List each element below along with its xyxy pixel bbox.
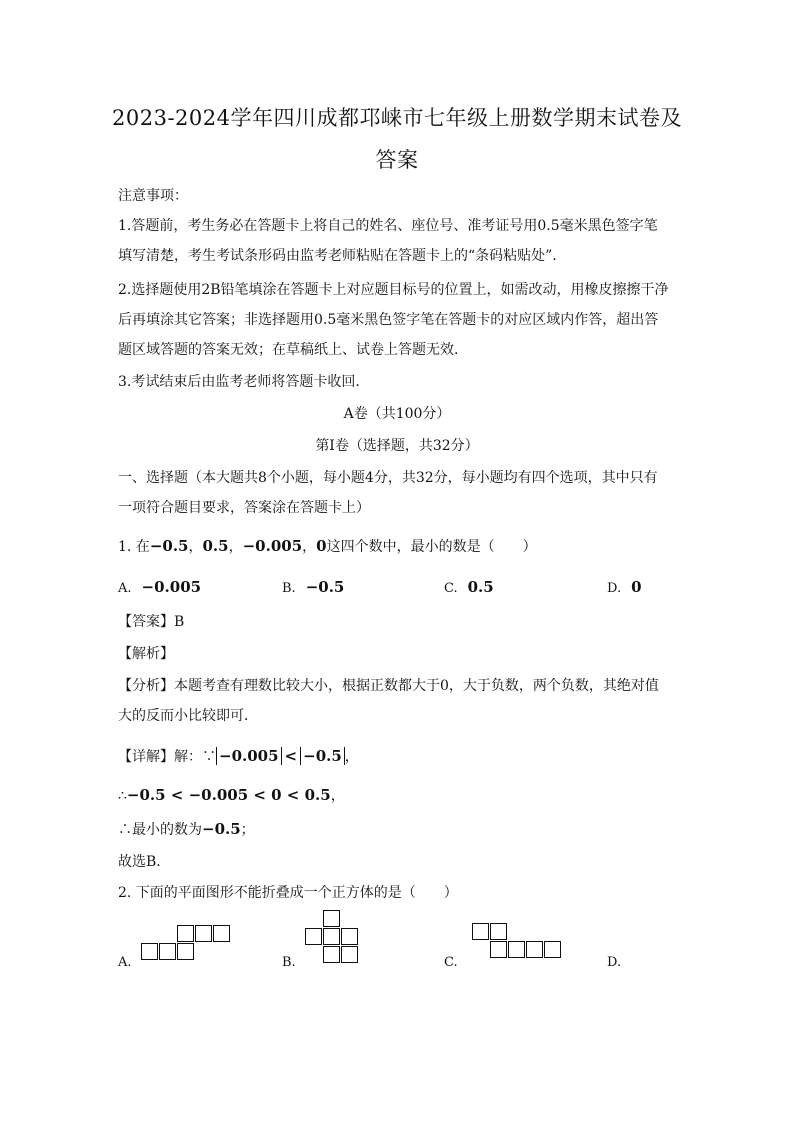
q1-detail-lt: < [284,747,298,765]
q1-therefore-1-suffix: ， [330,788,345,804]
q1-detail-abs-2: −0.5 [300,747,345,765]
net-square [213,925,230,942]
q2-option-c-cube-net-figure [472,923,564,960]
note-2-line2: 后再填涂其它答案；非选择题用0.5毫米黑色签字笔在答题卡的对应区域内作答，超出答 [118,312,659,328]
net-square [323,946,340,963]
net-square [195,925,212,942]
question-1-stem [118,536,537,557]
q1-option-b-label: B. [282,581,296,596]
net-square [323,928,340,945]
q1-detail-suffix: ， [344,749,359,765]
q1-option-b [282,577,344,599]
q1-option-d [607,577,642,599]
q1-option-a [118,577,201,599]
q1-therefore-2-math: −0.5 [202,820,241,838]
q1-therefore-2-prefix: ∴最小的数为 [118,822,202,838]
q1-therefore-2-suffix: ； [240,822,255,838]
q1-prefix: 1. 在 [118,539,150,555]
note-1-line2: 填写清楚，考生考试条形码由监考老师粘贴在答题卡上的“条码粘贴处”． [118,248,567,264]
net-square [305,928,322,945]
q1-sep-2: ， [228,539,243,555]
q1-suffix: 这四个数中，最小的数是（ ） [326,539,537,555]
net-square [141,943,158,960]
q1-analysis-heading: 【解析】 [118,646,174,662]
q1-number-1: −0.5 [149,537,189,555]
q1-therefore-1-symbol: ∴ [118,788,127,804]
q1-answer: 【答案】B [118,614,185,630]
q1-detail-abs-1: −0.005 [216,747,282,765]
notes-heading: 注意事项： [118,188,188,204]
net-square [526,941,543,958]
q1-option-c [444,577,494,599]
q1-therefore-2 [118,819,255,840]
net-square [508,941,525,958]
net-square [490,923,507,940]
q1-option-d-value: 0 [631,578,642,596]
q1-option-c-label: C. [444,581,458,596]
q1-sep-3: ， [302,539,317,555]
q1-therefore-1-math: −0.5 < −0.005 < 0 < 0.5 [126,786,331,804]
q1-analysis-line2: 大的反而小比较即可． [118,708,258,724]
net-square [159,943,176,960]
q2-option-d-label: D. [607,955,622,970]
q2-option-b-label: B. [282,955,296,970]
part-a-heading: A卷（共100分） [343,406,451,422]
question-2-stem: 2. 下面的平面图形不能折叠成一个正方体的是（ ） [118,885,458,901]
note-2-line3: 题区域答题的答案无效；在草稿纸上、试卷上答题无效. [118,342,459,358]
section-instructions-line2: 一项符合题目要求，答案涂在答题卡上） [118,500,370,516]
net-square [544,941,561,958]
net-square [323,910,340,927]
q1-option-c-value: 0.5 [467,578,494,596]
q1-option-a-label: A. [118,581,132,596]
volume-1-heading: 第Ⅰ卷（选择题，共32分） [315,438,479,454]
note-3-line1: 3.考试结束后由监考老师将答题卡收回. [118,374,360,390]
net-square [490,941,507,958]
net-square [177,925,194,942]
q1-number-2: 0.5 [202,537,229,555]
section-instructions-line1: 一、选择题（本大题共8个小题，每小题4分，共32分，每小题均有四个选项，其中只有 [118,470,658,486]
q2-option-c-label: C. [444,955,458,970]
q1-sep-1: ， [188,539,203,555]
net-square [341,928,358,945]
net-square [472,923,489,940]
net-square [341,946,358,963]
q2-option-a-cube-net-figure [141,925,233,962]
q1-number-3: −0.005 [242,537,303,555]
q1-option-d-label: D. [607,581,622,596]
note-2-line1: 2.选择题使用2B铅笔填涂在答题卡上对应题目标号的位置上，如需改动，用橡皮擦擦干净 [118,282,669,298]
note-1-line1: 1.答题前，考生务必在答题卡上将自己的姓名、座位号、准考证号用0.5毫米黑色签字笔 [118,218,658,234]
q2-option-b-cube-net-figure [305,910,361,966]
q1-detail-prefix: 【详解】解：∵ [118,749,216,765]
q1-conclusion: 故选B． [118,854,171,870]
q1-detail-line [118,746,359,767]
q1-option-b-value: −0.5 [305,578,345,596]
document-title-line1: 2023-2024学年四川成都邛崃市七年级上册数学期末试卷及 [112,106,682,130]
q1-therefore-1 [118,785,345,806]
q1-number-4: 0 [316,537,327,555]
q2-option-a-label: A. [118,955,132,970]
net-square [177,943,194,960]
q1-analysis-line1: 【分析】本题考查有理数比较大小，根据正数都大于0，大于负数，两个负数，其绝对值 [118,678,659,694]
q1-option-a-value: −0.005 [141,578,202,596]
document-title-line2: 答案 [375,148,419,172]
